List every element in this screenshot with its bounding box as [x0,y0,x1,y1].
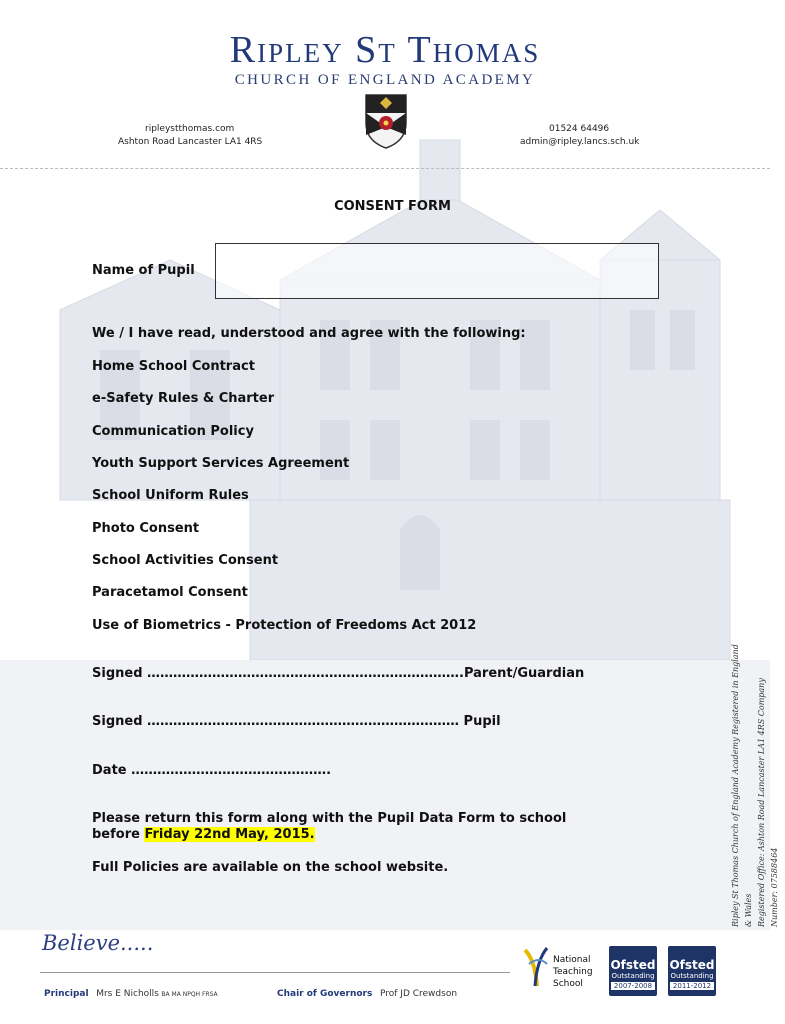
ofsted-badge-2007 [609,946,657,996]
header-divider [0,168,770,169]
ofsted-name: Ofsted [669,958,715,972]
school-phone: 01524 64496 [549,124,610,134]
policies-note: Full Policies are available on the school website. [92,860,449,875]
pupil-name-field[interactable] [215,243,659,299]
return-instruction-line2 [92,827,315,842]
governors-credit [277,989,457,999]
governors-label: Chair of Governors [277,989,373,999]
return-prefix: before [92,827,145,842]
agreement-item: Use of Biometrics - Protection of Freedoms Act 2012 [92,618,477,633]
form-title: CONSENT FORM [334,199,451,214]
parent-signature-line[interactable]: Signed ……………………………………………………………….Parent/Guardian [92,666,585,681]
nts-text-line: Teaching [553,967,593,977]
nts-text-line: National [553,955,591,965]
principal-label: Principal [44,989,89,999]
agreement-item: Home School Contract [92,359,255,374]
agreement-item: Youth Support Services Agreement [92,456,350,471]
ofsted-name: Ofsted [610,958,656,972]
school-motto: Believe..... [42,931,154,955]
principal-qualifications: BA MA NPQH FRSA [161,991,218,998]
registration-line: Registered Office: Ashton Road Lancaster LA1 4RS Company Number: 07588464 [757,678,779,927]
agreement-intro: We / I have read, understood and agree with the following: [92,326,526,341]
school-crest-icon [364,93,408,149]
agreement-item: School Uniform Rules [92,488,249,503]
pupil-signature-line[interactable]: Signed ……………………………………………………………… Pupil [92,714,501,729]
governors-name: Prof JD Crewdson [379,989,458,999]
school-subtitle: CHURCH OF ENGLAND ACADEMY [234,72,536,88]
footer-divider [40,972,510,973]
national-teaching-school-logo [521,946,551,990]
school-website: ripleystthomas.com [145,124,235,134]
return-instruction-line1: Please return this form along with the Pupil Data Form to school [92,811,567,826]
return-deadline: Friday 22nd May, 2015. [144,827,315,842]
principal-credit [44,989,218,999]
date-line[interactable]: Date ………………………………………. [92,763,332,778]
agreement-item: Photo Consent [92,521,200,536]
nts-text-line: School [553,979,583,989]
ofsted-years: 2007-2008 [611,982,655,990]
registration-line: Ripley St Thomas Church of England Academy Registered in England & Wales [731,644,753,927]
ofsted-rating: Outstanding [670,972,714,980]
school-name-title: Ripley St Thomas [229,29,541,71]
school-address: Ashton Road Lancaster LA1 4RS [118,137,263,147]
agreement-item: Communication Policy [92,424,254,439]
agreement-item: School Activities Consent [92,553,279,568]
agreement-item: Paracetamol Consent [92,585,248,600]
ofsted-rating: Outstanding [611,972,655,980]
ofsted-years: 2011-2012 [670,982,714,990]
principal-name: Mrs E Nicholls [96,989,159,999]
ofsted-badge-2011 [668,946,716,996]
registration-sidebar [729,642,779,927]
school-email: admin@ripley.lancs.sch.uk [520,137,640,147]
agreement-item: e-Safety Rules & Charter [92,391,275,406]
pupil-name-label: Name of Pupil [92,263,195,278]
